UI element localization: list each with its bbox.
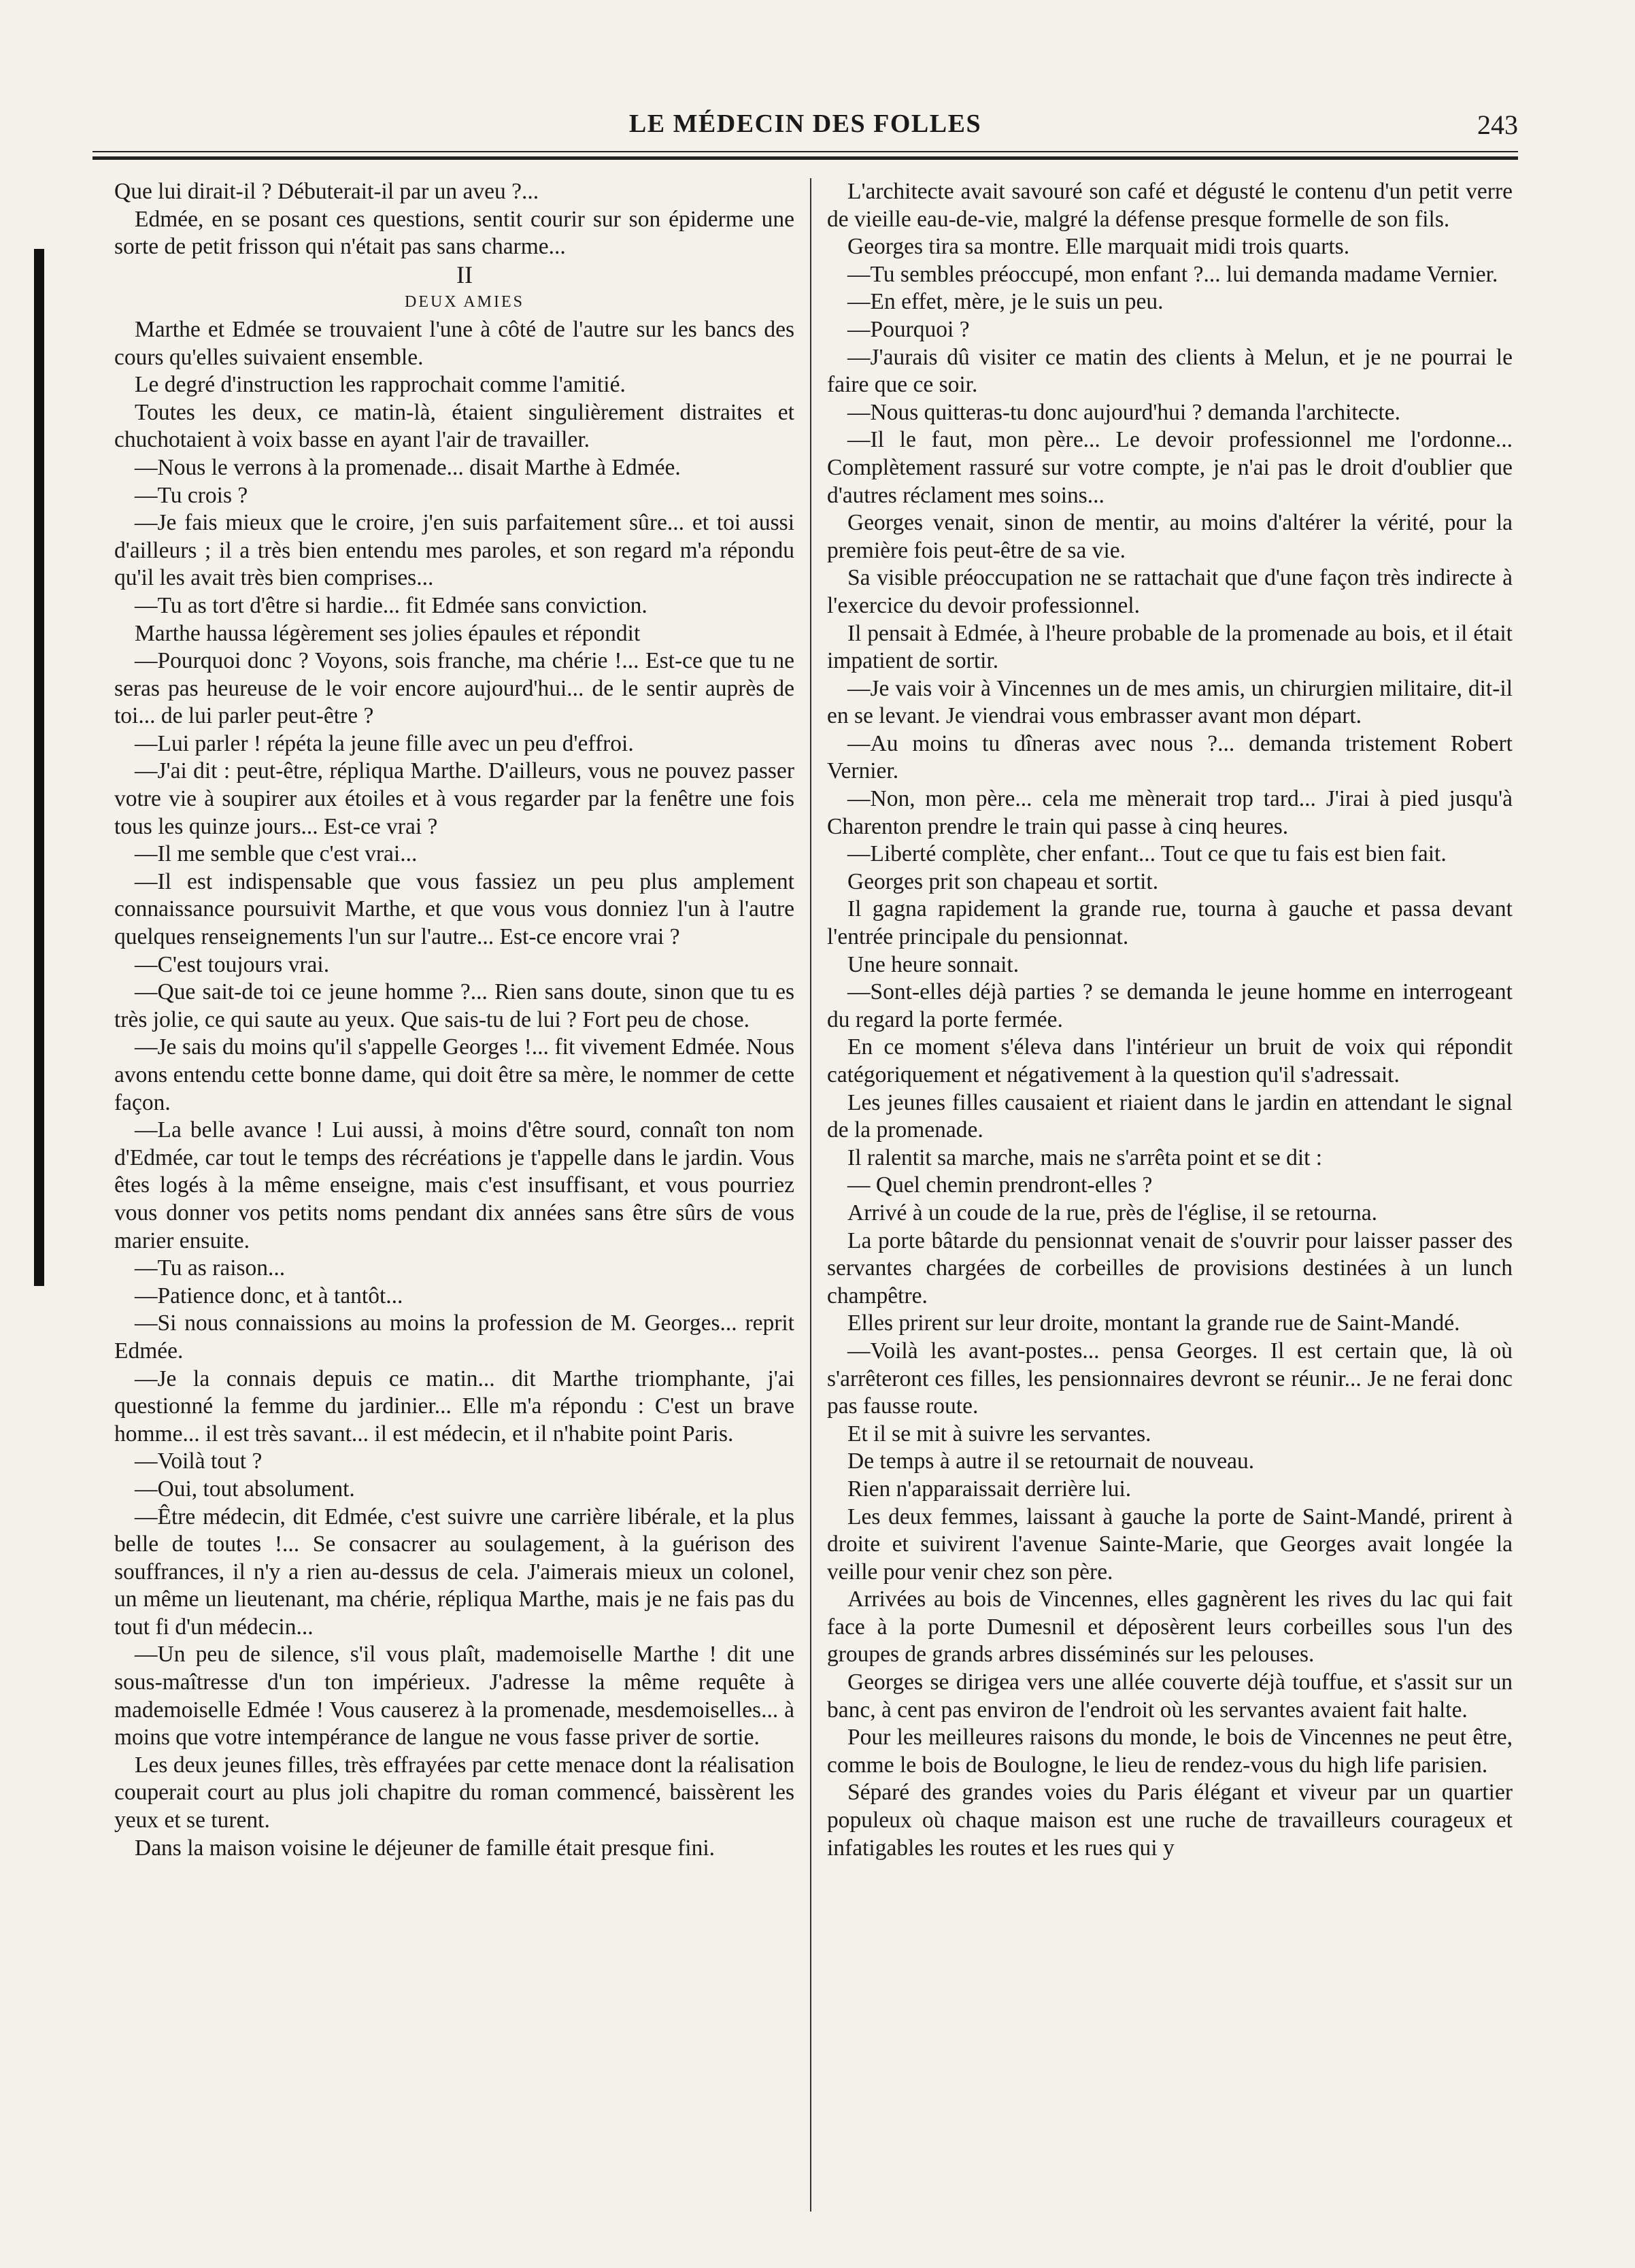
- section-title: DEUX AMIES: [404, 293, 524, 311]
- paragraph: —Un peu de silence, s'il vous plaît, mademoiselle Marthe ! dit une sous-maîtresse d'un ton impérieux. J'adresse la même requête à mademoiselle Edmée ! Vous causerez à la promenade, mesdemoiselles... à moins que votre intempérance de langue ne vous fasse priver de sortie.: [114, 1642, 794, 1750]
- paragraph: Il pensait à Edmée, à l'heure probable de la promenade au bois, et il était impatient de sortir.: [827, 620, 1513, 674]
- paragraph: —Nous quitteras-tu donc aujourd'hui ? demanda l'architecte.: [847, 399, 1401, 425]
- paragraph: —Patience donc, et à tantôt...: [135, 1283, 403, 1308]
- paragraph: La porte bâtarde du pensionnat venait de s'ouvrir pour laisser passer des servantes chargées de corbeilles de provisions destinées à un lunch champêtre.: [827, 1228, 1513, 1308]
- paragraph: —Non, mon père... cela me mènerait trop tard... J'irai à pied jusqu'à Charenton prendre le train qui passe à cinq heures.: [827, 786, 1513, 839]
- paragraph: Georges venait, sinon de mentir, au moins d'altérer la vérité, pour la première fois peut-être de sa vie.: [827, 510, 1513, 563]
- paragraph: Elles prirent sur leur droite, montant la grande rue de Saint-Mandé.: [847, 1310, 1460, 1336]
- paragraph: —Nous le verrons à la promenade... disait Marthe à Edmée.: [135, 454, 681, 480]
- paragraph: — Quel chemin prendront-elles ?: [847, 1172, 1153, 1198]
- paragraph: L'architecte avait savouré son café et dégusté le contenu d'un petit verre de vieille eau-de-vie, malgré la défense presque formelle de son fils.: [827, 179, 1513, 232]
- paragraph: —Que sait-de toi ce jeune homme ?... Rien sans doute, sinon que tu es très jolie, ce qui saute au yeux. Que sais-tu de lui ? Fort peu de chose.: [114, 979, 794, 1032]
- right-paragraphs: [827, 178, 1513, 1862]
- paragraph: —La belle avance ! Lui aussi, à moins d'être sourd, connaît ton nom d'Edmée, car tout le temps des récréations je t'appelle dans le jardin. Vous êtes logés à la même enseigne, mais c'est insuffisant, et vous pourriez vous donner vos petits noms pendant dix années sans être sûrs de vous marier ensuite.: [114, 1117, 794, 1253]
- paragraph: Arrivé à un coude de la rue, près de l'église, il se retourna.: [847, 1200, 1378, 1225]
- running-title: LE MÉDECIN DES FOLLES: [628, 109, 982, 138]
- paragraph: —Oui, tout absolument.: [135, 1476, 355, 1502]
- paragraph: —Lui parler ! répéta la jeune fille avec un peu d'effroi.: [135, 730, 634, 756]
- paragraph: Georges tira sa montre. Elle marquait midi trois quarts.: [847, 234, 1350, 260]
- paragraph: Georges prit son chapeau et sortit.: [847, 868, 1159, 894]
- paragraph: —Tu as raison...: [135, 1255, 286, 1281]
- paragraph: Marthe haussa légèrement ses jolies épaules et répondit: [135, 620, 641, 646]
- paragraph: —Liberté complète, cher enfant... Tout ce que tu fais est bien fait.: [847, 841, 1447, 867]
- paragraph: —Tu crois ?: [135, 482, 248, 508]
- paragraph: —Pourquoi donc ? Voyons, sois franche, ma chérie !... Est-ce que tu ne seras pas heureuse de le voir encore aujourd'hui... de le sentir auprès de toi... de lui parler peut-être ?: [114, 648, 794, 729]
- paragraph: De temps à autre il se retournait de nouveau.: [847, 1449, 1255, 1474]
- paragraph: —Voilà les avant-postes... pensa Georges. Il est certain que, là où s'arrêteront ces filles, les pensionnaires devront se réunir... Je ne ferai donc pas fausse route.: [827, 1338, 1513, 1419]
- paragraph: —Il me semble que c'est vrai...: [135, 841, 418, 867]
- paragraph: —J'aurais dû visiter ce matin des clients à Melun, et je ne pourrai le faire que ce soir.: [827, 344, 1513, 398]
- paragraph: Rien n'apparaissait derrière lui.: [847, 1476, 1132, 1502]
- paragraph: Edmée, en se posant ces questions, sentit courir sur son épiderme une sorte de petit frisson qui n'était pas sans charme...: [114, 206, 794, 260]
- header-rule-thick: [92, 156, 1518, 160]
- paragraph: Les deux jeunes filles, très effrayées par cette menace dont la réalisation couperait court au plus joli chapitre du roman commencé, baissèrent les yeux et se turent.: [114, 1752, 794, 1833]
- paragraph: —Je sais du moins qu'il s'appelle Georges !... fit vivement Edmée. Nous avons entendu cette bonne dame, qui doit être sa mère, le nommer de cette façon.: [114, 1034, 794, 1115]
- paragraph: Et il se mit à suivre les servantes.: [847, 1421, 1151, 1446]
- paragraph: —Au moins tu dîneras avec nous ?... demanda tristement Robert Vernier.: [827, 730, 1513, 784]
- paragraph: Les jeunes filles causaient et riaient dans le jardin en attendant le signal de la promenade.: [827, 1089, 1513, 1143]
- paragraph: —J'ai dit : peut-être, répliqua Marthe. D'ailleurs, vous ne pouvez passer votre vie à soupirer aux étoiles et à vous regarder par la fenêtre une fois tous les quinze jours... Est-ce vrai ?: [114, 758, 794, 839]
- paragraph: —Tu sembles préoccupé, mon enfant ?... lui demanda madame Vernier.: [847, 261, 1498, 287]
- paragraph: Dans la maison voisine le déjeuner de famille était presque fini.: [135, 1835, 715, 1861]
- paragraph: —Je la connais depuis ce matin... dit Marthe triomphante, j'ai questionné la femme du jardinier... Elle m'a répondu : C'est un brave homme... il est très savant... il est médecin, et il n'habite point Paris.: [114, 1366, 794, 1446]
- section-number: II: [456, 260, 473, 288]
- paragraph: —Pourquoi ?: [847, 316, 970, 342]
- paragraph: Que lui dirait-il ? Débuterait-il par un aveu ?...: [114, 179, 539, 204]
- page-number: 243: [1477, 109, 1518, 140]
- paragraph: Georges se dirigea vers une allée couverte déjà touffue, et s'assit sur un banc, à cent pas environ de l'endroit où les servantes avaient fait halte.: [827, 1670, 1513, 1723]
- paragraph: —Tu as tort d'être si hardie... fit Edmée sans conviction.: [135, 592, 647, 618]
- paragraph: Séparé des grandes voies du Paris élégant et viveur par un quartier populeux où chaque maison est une ruche de travailleurs courageux et infatigables les routes et les rues qui y: [827, 1780, 1513, 1861]
- paragraph: —Je fais mieux que le croire, j'en suis parfaitement sûre... et toi aussi d'ailleurs ; il a très bien entendu mes paroles, et son regard m'a répondu qu'il les avait très bien comprises...: [114, 510, 794, 591]
- paragraph: —Sont-elles déjà parties ? se demanda le jeune homme en interrogeant du regard la porte fermée.: [827, 979, 1513, 1032]
- paragraph: Il gagna rapidement la grande rue, tourna à gauche et passa devant l'entrée principale du pensionnat.: [827, 896, 1513, 950]
- paragraph: Le degré d'instruction les rapprochait comme l'amitié.: [135, 372, 626, 398]
- paragraph: Arrivées au bois de Vincennes, elles gagnèrent les rives du lac qui fait face à la porte Dumesnil et déposèrent leurs corbeilles sous l'un des groupes de grands arbres disséminés sur les pelouses.: [827, 1587, 1513, 1668]
- header-rule-thin: [92, 151, 1518, 152]
- paragraph: Marthe et Edmée se trouvaient l'une à côté de l'autre sur les bancs des cours qu'elles suivaient ensemble.: [114, 316, 794, 370]
- paragraph: —C'est toujours vrai.: [135, 951, 330, 977]
- paragraph: Pour les meilleures raisons du monde, le bois de Vincennes ne peut être, comme le bois de Boulogne, le lieu de rendez-vous du high life parisien.: [827, 1725, 1513, 1778]
- paragraph: —Il le faut, mon père... Le devoir professionnel me l'ordonne... Complètement rassuré sur votre compte, je n'ai pas le droit d'oublier que d'autres réclament mes soins...: [827, 427, 1513, 508]
- left-paragraphs: [114, 316, 794, 1862]
- paragraph: Il ralentit sa marche, mais ne s'arrêta point et se dit :: [847, 1145, 1323, 1170]
- paragraph: —Voilà tout ?: [135, 1449, 263, 1474]
- page-header: [92, 109, 1518, 150]
- paragraph: —Être médecin, dit Edmée, c'est suivre une carrière libérale, et la plus belle de toutes !... Se consacrer au soulagement, à la guérison des souffrances, il n'y a rien au-dessus de cela. J'aimerais mieux un colonel, un même un lieutenant, ma chérie, répliqua Marthe, mais je ne fais pas du tout fi d'un médecin...: [114, 1504, 794, 1640]
- paragraph: Sa visible préoccupation ne se rattachait que d'une façon très indirecte à l'exercice du devoir professionnel.: [827, 565, 1513, 618]
- paragraph: —En effet, mère, je le suis un peu.: [847, 289, 1164, 315]
- right-column: [827, 178, 1513, 1862]
- paragraph: —Il est indispensable que vous fassiez un peu plus amplement connaissance poursuivit Marthe, et que vous vous donniez l'un à l'autre quelques renseignements l'un sur l'autre... Est-ce encore vrai ?: [114, 868, 794, 950]
- paragraph: Les deux femmes, laissant à gauche la porte de Saint-Mandé, prirent à droite et suivirent l'avenue Sainte-Marie, que Georges avait longée la veille pour venir chez son père.: [827, 1504, 1513, 1585]
- paragraph: Une heure sonnait.: [847, 951, 1019, 977]
- paragraph: Toutes les deux, ce matin-là, étaient singulièrement distraites et chuchotaient à voix basse en ayant l'air de travailler.: [114, 399, 794, 453]
- column-divider: [810, 178, 811, 2212]
- left-column: [114, 178, 794, 1862]
- paragraph: —Si nous connaissions au moins la profession de M. Georges... reprit Edmée.: [114, 1310, 794, 1364]
- margin-mark: [34, 249, 44, 1286]
- paragraph: —Je vais voir à Vincennes un de mes amis, un chirurgien militaire, dit-il en se levant. Je viendrai vous embrasser avant mon départ.: [827, 675, 1513, 729]
- paragraph: En ce moment s'éleva dans l'intérieur un bruit de voix qui répondit catégoriquement et négativement à la question qu'il s'adressait.: [827, 1034, 1513, 1087]
